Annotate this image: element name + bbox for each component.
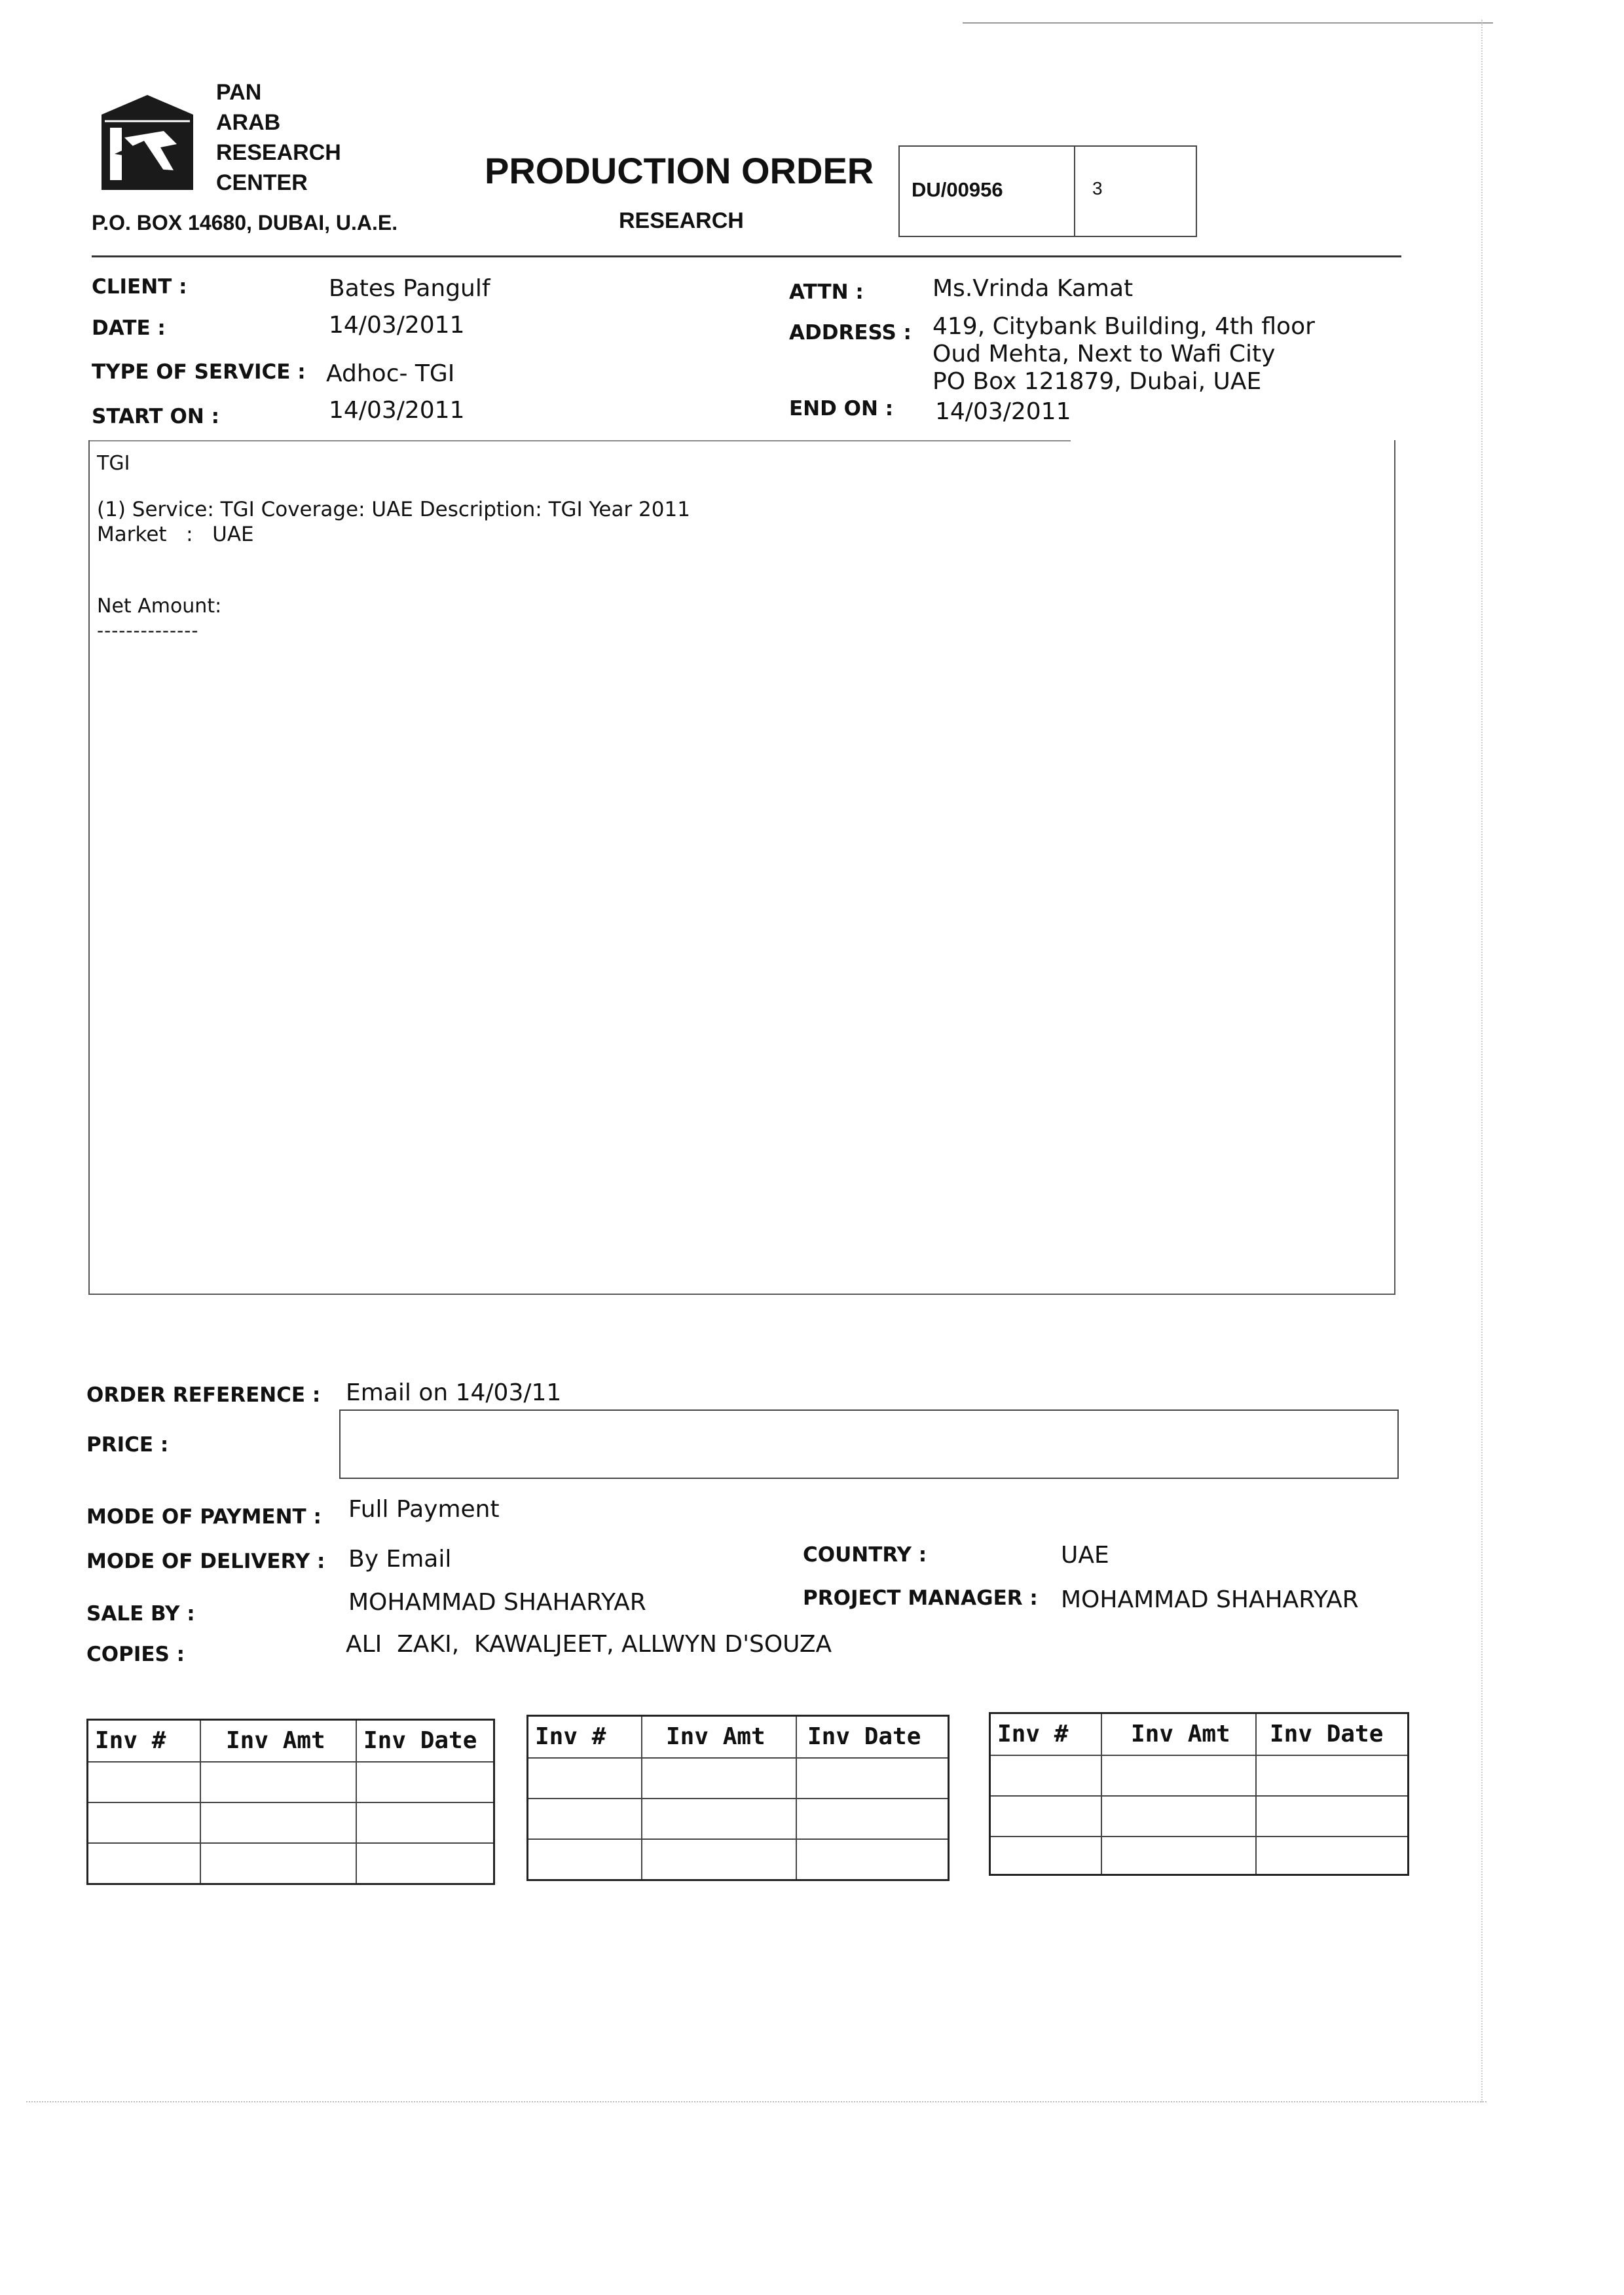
invoice-date-header: Inv Date [807, 1723, 921, 1750]
company-line: ARAB [216, 110, 281, 135]
attn-label: ATTN : [789, 280, 864, 304]
service-label: TYPE OF SERVICE : [92, 360, 306, 384]
invoice-row-divider [991, 1755, 1407, 1756]
details-dashes: -------------- [97, 620, 199, 641]
company-name [216, 77, 341, 198]
copies-label: COPIES : [86, 1643, 185, 1666]
address-line: PO Box 121879, Dubai, UAE [932, 368, 1262, 395]
address-label: ADDRESS : [789, 321, 912, 345]
page-subtitle: RESEARCH [619, 208, 744, 233]
start-value: 14/03/2011 [329, 397, 465, 424]
client-value: Bates Pangulf [329, 275, 490, 302]
invoice-row-divider [991, 1795, 1407, 1797]
invoice-row-divider [528, 1798, 948, 1799]
order-number-divider [1074, 147, 1075, 236]
order-reference-value: Email on 14/03/11 [346, 1379, 562, 1406]
sale-by-value: MOHAMMAD SHAHARYAR [348, 1589, 646, 1616]
invoice-table [989, 1712, 1409, 1876]
invoice-row-divider [88, 1842, 493, 1844]
invoice-amount-header: Inv Amt [1131, 1721, 1230, 1747]
invoice-date-header: Inv Date [1270, 1721, 1384, 1747]
country-label: COUNTRY : [803, 1543, 927, 1567]
invoice-amount-header: Inv Amt [226, 1727, 325, 1754]
invoice-date-header: Inv Date [363, 1727, 477, 1754]
header-divider [92, 255, 1401, 257]
attn-value: Ms.Vrinda Kamat [932, 275, 1134, 302]
invoice-amount-header: Inv Amt [666, 1723, 766, 1750]
date-value: 14/03/2011 [329, 312, 465, 339]
delivery-value: By Email [348, 1546, 452, 1573]
service-value: Adhoc- TGI [326, 360, 455, 387]
page-title: PRODUCTION ORDER [485, 150, 874, 191]
order-reference-label: ORDER REFERENCE : [86, 1383, 321, 1407]
invoice-row-divider [88, 1761, 493, 1763]
po-box: P.O. BOX 14680, DUBAI, U.A.E. [92, 211, 398, 234]
address-line: Oud Mehta, Next to Wafi City [932, 341, 1276, 367]
sale-by-label: SALE BY : [86, 1602, 195, 1626]
country-value: UAE [1061, 1542, 1109, 1569]
invoice-column-divider [1255, 1714, 1257, 1874]
company-line: RESEARCH [216, 140, 341, 165]
delivery-label: MODE OF DELIVERY : [86, 1550, 325, 1573]
invoice-row-divider [991, 1836, 1407, 1837]
project-manager-label: PROJECT MANAGER : [803, 1586, 1038, 1610]
company-line: PAN [216, 80, 262, 105]
end-value: 14/03/2011 [935, 398, 1071, 425]
start-label: START ON : [92, 405, 219, 428]
invoice-row-divider [528, 1757, 948, 1759]
company-line: CENTER [216, 170, 308, 195]
details-box [88, 440, 1395, 1295]
end-label: END ON : [789, 397, 894, 420]
order-number: DU/00956 [912, 178, 1003, 201]
project-manager-value: MOHAMMAD SHAHARYAR [1061, 1586, 1359, 1613]
invoice-column-divider [1101, 1714, 1102, 1874]
invoice-number-header: Inv # [535, 1723, 606, 1750]
scan-edge [26, 2101, 1486, 2102]
invoice-table [86, 1719, 495, 1885]
invoice-number-header: Inv # [95, 1727, 166, 1754]
invoice-number-header: Inv # [997, 1721, 1069, 1747]
payment-label: MODE OF PAYMENT : [86, 1505, 322, 1529]
invoice-row-divider [88, 1802, 493, 1803]
scan-edge-right [1481, 20, 1483, 2102]
top-rule [963, 22, 1493, 24]
copies-value: ALI ZAKI, KAWALJEET, ALLWYN D'SOUZA [346, 1631, 832, 1658]
address-value [932, 313, 1315, 396]
invoice-table [526, 1715, 950, 1881]
client-label: CLIENT : [92, 275, 187, 299]
price-label: PRICE : [86, 1433, 169, 1457]
payment-value: Full Payment [348, 1496, 500, 1523]
pan-arab-logo-icon [98, 92, 196, 196]
details-market-line: Market : UAE [97, 523, 254, 546]
copy-number: 3 [1092, 178, 1103, 198]
invoice-row-divider [528, 1838, 948, 1840]
address-line: 419, Citybank Building, 4th floor [932, 313, 1315, 340]
details-heading: TGI [97, 452, 130, 475]
date-label: DATE : [92, 316, 166, 340]
price-box [339, 1409, 1399, 1479]
net-amount-label: Net Amount: [97, 595, 222, 618]
details-service-line: (1) Service: TGI Coverage: UAE Description: TGI Year 2011 [97, 498, 690, 521]
